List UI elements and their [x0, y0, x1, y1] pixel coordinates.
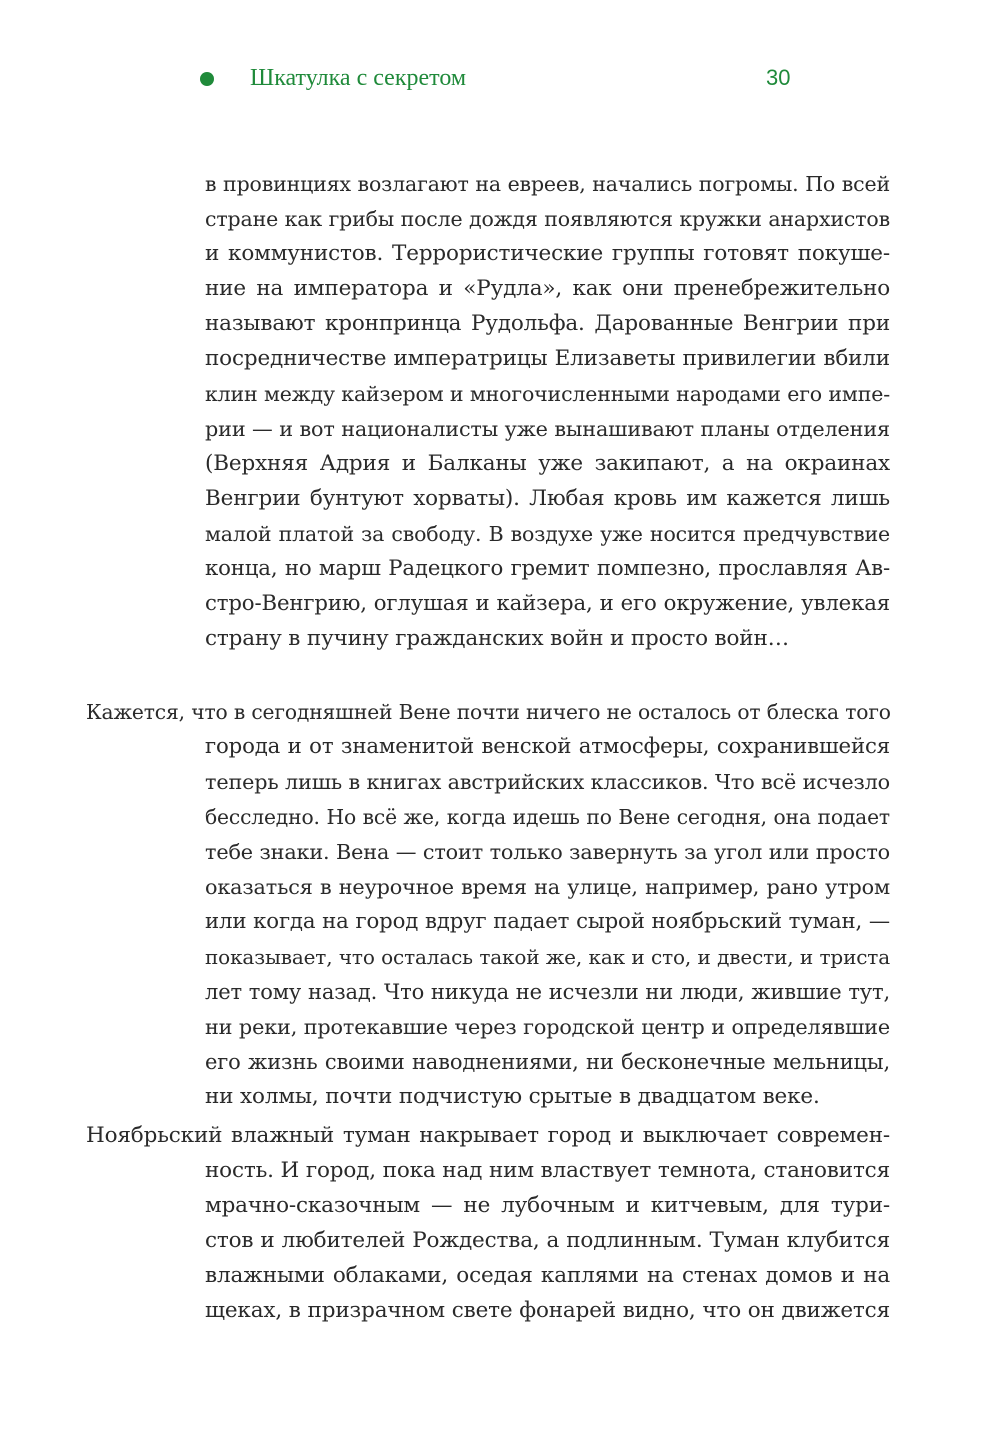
text-line: теперь лишь в книгах австрийских классиков. Что всё исчезло — [205, 770, 890, 794]
text-line: стро-Венгрию, оглушая и кайзера, и его окружение, увлекая — [205, 591, 890, 616]
text-line: стране как грибы после дождя появляются кружки анархистов — [205, 207, 890, 231]
running-title: Шкатулка с секретом — [250, 65, 467, 91]
text-line: и коммунистов. Террористические группы готовят покуше- — [205, 241, 890, 266]
text-line: конца, но марш Радецкого гремит помпезно, прославляя Ав- — [205, 556, 890, 581]
text-line: стов и любителей Рождества, а подлинным. Туман клубится — [205, 1228, 890, 1253]
text-line: в провинциях возлагают на евреев, начались погромы. По всей — [205, 172, 890, 196]
text-line: или когда на город вдруг падает сырой ноябрьский туман, — — [205, 909, 890, 934]
text-line: страну в пучину гражданских войн и просто войн… — [205, 626, 790, 651]
text-line: ни реки, протекавшие через городской центр и определявшие — [205, 1015, 890, 1039]
text-line: называют кронпринца Рудольфа. Дарованные Венгрии при — [205, 311, 890, 336]
text-line: клин между кайзером и многочисленными народами его импе- — [205, 382, 890, 406]
text-line: ние на императора и «Рудла», как они пренебрежительно — [205, 276, 890, 301]
text-line: ность. И город, пока над ним властвует темнота, становится — [205, 1158, 890, 1183]
text-line: щеках, в призрачном свете фонарей видно, что он движется — [205, 1298, 890, 1323]
text-line: тебе знаки. Вена — стоит только завернуть за угол или просто — [205, 840, 890, 864]
text-line: его жизнь своими наводнениями, ни бесконечные мельницы, — [205, 1050, 890, 1074]
text-line: (Верхняя Адрия и Балканы уже закипают, а на окраинах — [205, 451, 890, 476]
bullet-dot-icon — [200, 72, 214, 86]
text-line: бесследно. Но всё же, когда идешь по Вене сегодня, она подает — [205, 805, 890, 829]
text-line: посредничестве императрицы Елизаветы привилегии вбили — [205, 346, 890, 371]
text-line: мрачно-сказочным — не лубочным и китчевым, для тури- — [205, 1193, 890, 1218]
text-line: Ноябрьский влажный туман накрывает город и выключает современ- — [86, 1123, 890, 1148]
text-line: лет тому назад. Что никуда не исчезли ни люди, жившие тут, — [205, 980, 890, 1004]
text-line: показывает, что осталась такой же, как и сто, и двести, и триста — [205, 945, 890, 969]
text-line: ни холмы, почти подчистую срытые в двадцатом веке. — [205, 1084, 820, 1109]
text-line: города и от знаменитой венской атмосферы, сохранившейся — [205, 734, 890, 759]
running-header — [0, 62, 1000, 94]
page-number: 30 — [766, 65, 791, 90]
text-line: влажными облаками, оседая каплями на стенах домов и на — [205, 1263, 890, 1288]
text-line: Венгрии бунтуют хорваты). Любая кровь им кажется лишь — [205, 486, 890, 511]
text-line: малой платой за свободу. В воздухе уже носится предчувствие — [205, 522, 890, 546]
text-line: рии — и вот националисты уже вынашивают планы отделения — [205, 417, 890, 441]
text-line: оказаться в неурочное время на улице, например, рано утром — [205, 875, 890, 899]
text-line: Кажется, что в сегодняшней Вене почти ничего не осталось от блеска того — [86, 700, 891, 724]
